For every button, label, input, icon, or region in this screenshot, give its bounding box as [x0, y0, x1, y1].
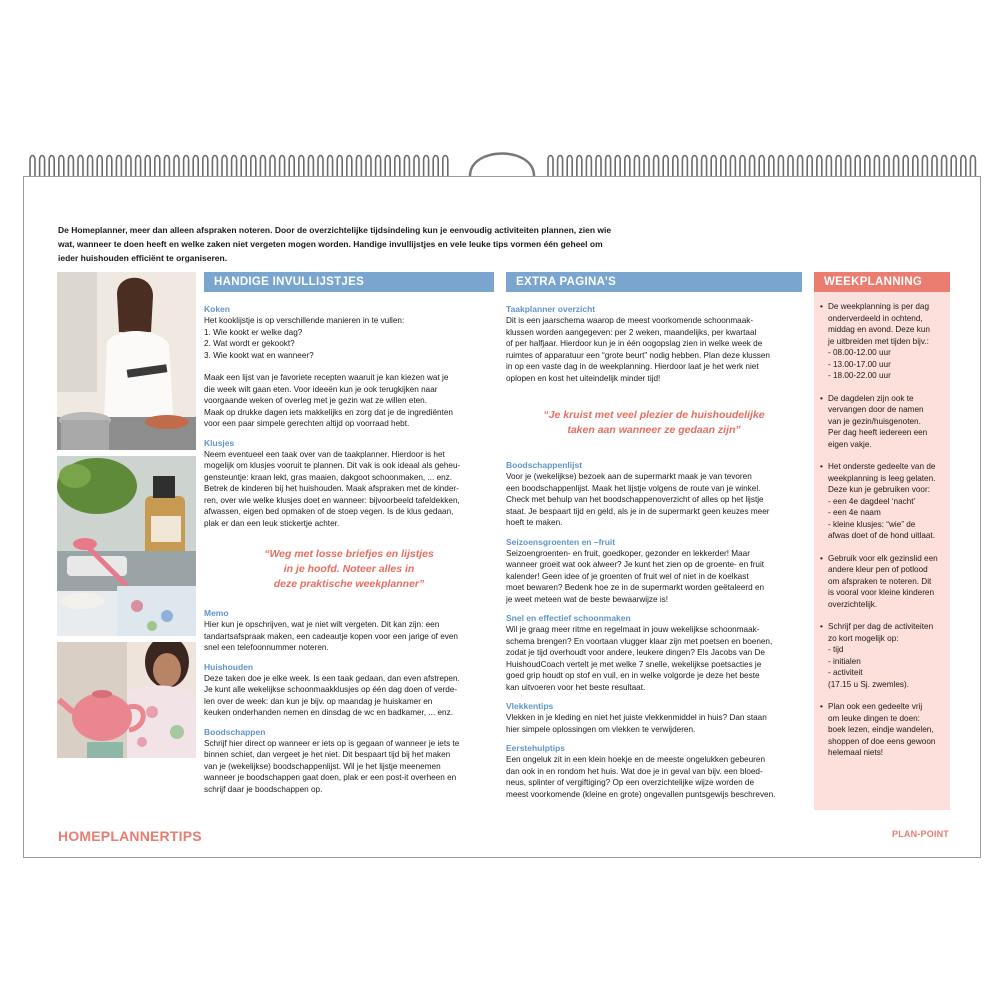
section-body-taakplanner: Dit is een jaarschema waarop de meest voorkomende schoonmaak- klussen worden aangegeven: per 2 weken, maandelijks, per kwartaal of per halfjaar. Hierdoor kun je in één oogopslag zien in welke week de ruimtes of apparatuur een “grote beurt” nodig hebben. Plan deze klussen in op een vaste dag in de weekplanning. Hierdoor laat je het werk niet oplopen en kost het uiteindelijk minder tijd! [506, 316, 770, 383]
section-body-klusjes: Neem eventueel een taak over van de taakplanner. Hierdoor is het mogelijk om klusjes vooruit te plannen. Dit vak is ook ideaal als geheu- gensteuntje: kraan lekt, gras maaien, dakgoot schoonmaken, ... enz. Betrek de kinderen bij het huishouden. Maak afspraken met de kinder- ren, over wie welke klusjes doet en wanneer: bijvoorbeeld tafeldekken, afwassen, eigen bed opmaken of de stoep vegen. Is de klus gedaan, plak er dan een leuk stickertje achter. [204, 449, 461, 528]
section-title-koken: Koken [204, 304, 230, 314]
section-title-memo: Memo [204, 608, 229, 618]
section-body-seizoensgroenten: Seizoengroenten- en fruit, goedkoper, gezonder en lekkerder! Maar wanneer groeit wat ook alweer? Je kunt het zien op de groente- en fruit kalender! Geen idee of je groenten of fruit wel of niet in de koelkast moet bewaren? Bedenk hoe ze in de supermarkt worden geëtaleerd en je weet meteen wat de beste bewaarwijze is! [506, 548, 765, 604]
weekplanning-item: • De dagdelen zijn ook te vervangen door de namen van je gezin/huisgenoten. Per dag heeft iedereen een eigen vakje. [820, 393, 944, 451]
section-title-klusjes: Klusjes [204, 437, 235, 448]
column-handige-invullijstjes [204, 272, 494, 795]
section-body-huishouden: Deze taken doe je elke week. Is een taak gedaan, dan even afstrepen. Je kunt alle wekelijkse schoonmaakklusjes op één dag doen of verde- len over de week: dan kun je bijv. op maandag je huiskamer en keuken onderhanden nemen en dinsdag de wc en badkamer, ... enz. [204, 673, 460, 717]
footer-title: HOMEPLANNERTIPS [58, 828, 202, 844]
plan-point-logo: PLAN-POINT [892, 829, 949, 839]
column-extra-paginas [506, 272, 802, 800]
weekplanning-item: • De weekplanning is per dag onderverdeeld in ochtend, middag en avond. Deze kun je uitbreiden met tijden bijv.: - 08.00-12.00 uur - 13.00-17.00 uur - 18.00-22.00 uur [820, 301, 944, 382]
weekplanning-item: • Schrijf per dag de activiteiten zo kort mogelijk op: - tijd - initialen - activiteit (17.15 u Sj. zwemles). [820, 621, 944, 690]
section-body-eerstehulptips: Een ongeluk zit in een klein hoekje en de meeste ongelukken gebeuren dan ook in en rondom het huis. Wat doe je in geval van bijv. een bloed- neus, splinter of vergiftiging? Op een overzichtelijke wijze worden de meest voorkomende (kleine en grote) ongevallen puntsgewijs beschreven. [506, 755, 776, 799]
section-body-snel-schoonmaken: Wil je graag meer ritme en regelmaat in jouw wekelijkse schoonmaak- schema brengen? En voortaan vlugger klaar zijn met poetsen en boenen, zodat je tijd overhoudt voor andere, leukere dingen? Els Jacobs van De HuishoudCoach vertelt je met welke 7 snelle, wekelijkse poetsacties je goed grip houdt op stof en vuil, en in welke volgorde je deze het beste kan uitvoeren voor het beste resultaat. [506, 625, 773, 692]
header-handige-invullijstjes: HANDIGE INVULLIJSTJES [204, 272, 494, 292]
section-body-memo: Hier kun je opschrijven, wat je niet wilt vergeten. Dit kan zijn: een tandartsafspraak maken, een cadeautje kopen voor een jarige of even snel een telefoonnummer noteren. [204, 620, 458, 652]
section-body-boodschappen: Schrijf hier direct op wanneer er iets op is gegaan of wanneer je iets te binnen schiet, dan vergeet je het niet. Dit bespaart tijd bij het maken van je (wekelijkse) boodschappenlijst. Wil je het lijstje meenemen wanneer je boodschappen gaat doen, plak er een post-it overheen en schrijf daar je boodschappen op. [204, 738, 460, 794]
photo-kitchen-sink [57, 456, 196, 636]
section-body-vlekkentips: Vlekken in je kleding en niet het juiste vlekkenmiddel in huis? Dan staan hier simpele oplossingen om vlekken te verwijderen. [506, 713, 767, 734]
intro-text: De Homeplanner, meer dan alleen afspraken noteren. Door de overzichtelijke tijdsindeling kun je eenvoudig activiteiten plannen, zien wie wat, wanneer te doen heeft en welke zaken niet vergeten mogen worden. Handige invullijstjes en vele leuke tips vormen één geheel om ieder huishouden efficiënt te organiseren. [58, 225, 612, 263]
section-title-boodschappenlijst: Boodschappenlijst [506, 460, 583, 470]
section-body-boodschappenlijst: Voor je (wekelijkse) bezoek aan de supermarkt maak je van tevoren een boodschappenlijst. Maak het lijstje volgens de route van je winkel. Check met behulp van het boodschappenoverzicht of alles op het lijstje staat. Je bespaart tijd en geld, als je in de supermarkt geen keuzes meer hoeft te maken. [506, 472, 770, 527]
section-title-seizoensgroenten: Seizoensgroenten en –fruit [506, 536, 616, 547]
column-weekplanning [814, 272, 950, 810]
quote-je-kruist-met-plezier: “Je kruist met veel plezier de huishoudelijke taken aan wanneer ze gedaan zijn” [543, 409, 765, 436]
quote-weg-met-losse-briefjes: “Weg met losse briefjes en lijstjes in je hoofd. Noteer alles in deze praktische weekplanner” [264, 548, 434, 590]
header-extra-paginas: EXTRA PAGINA’S [506, 272, 802, 292]
photo-cooking-woman [57, 272, 196, 450]
header-weekplanning: WEEKPLANNING [814, 272, 950, 292]
weekplanning-item: • Plan ook een gedeelte vrij om leuke dingen te doen: boek lezen, eindje wandelen, shoppen of doe eens gewoon helemaal niets! [820, 701, 944, 759]
section-title-boodschappen: Boodschappen [204, 726, 266, 737]
section-title-taakplanner: Taakplanner overzicht [506, 304, 596, 314]
section-title-eerstehulptips: Eerstehulptips [506, 743, 566, 753]
photo-teapot [57, 642, 196, 758]
weekplanning-list [814, 292, 950, 759]
section-title-vlekkentips: Vlekkentips [506, 701, 554, 711]
weekplanning-item: • Het onderste gedeelte van de weekplanning is leeg gelaten. Deze kun je gebruiken voor: - een 4e dagdeel ‘nacht’ - een 4e naam - kleine klusjes: “wie” de afwas doet of de hond uitlaat. [820, 461, 944, 542]
section-title-huishouden: Huishouden [204, 661, 254, 672]
weekplanning-item: • Gebruik voor elk gezinslid een andere kleur pen of potlood om afspraken te noteren. Dit is vooral voor kleine kinderen overzichtelijk. [820, 553, 944, 611]
photo-strip [57, 272, 196, 758]
section-title-snel-schoonmaken: Snel en effectief schoonmaken [506, 613, 631, 623]
section-body-koken: Het kooklijstje is op verschillende manieren in te vullen: 1. Wie kookt er welke dag? 2. Wat wordt er gekookt? 3. Wie kookt wat en wanneer? Maak een lijst van je favoriete recepten waaruit je kan kiezen wat je die week wilt gaan eten. Voor ideeën kun je ook terugkijken naar voorgaande weken of overleg met je gezin wat ze willen eten. Maak op drukke dagen iets makkelijks en zorg dat je de ingrediënten voor een paar simpele gerechten altijd op voorraad hebt. [204, 316, 453, 428]
